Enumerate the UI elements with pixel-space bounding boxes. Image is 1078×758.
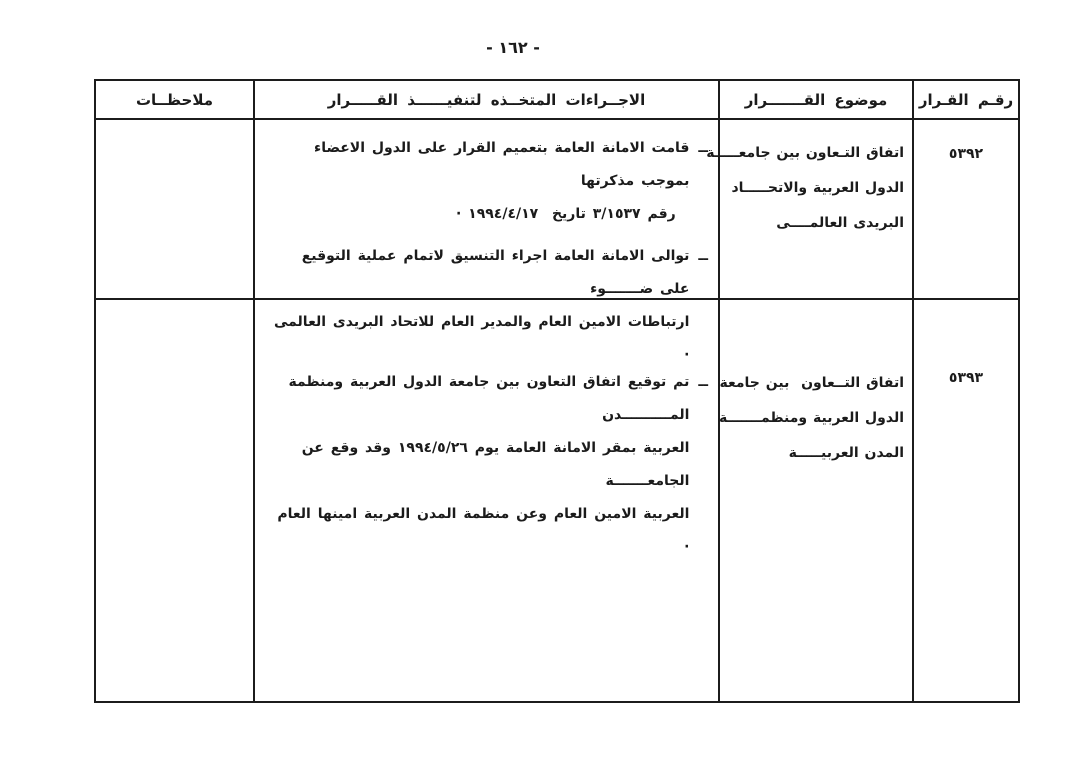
decision-notes-cell	[96, 300, 253, 701]
subject-line: الدول العربية والاتحـــــاد	[731, 180, 904, 196]
action-line: العربية الامين العام وعن منظمة المدن العربية امينها العام ·	[270, 506, 690, 555]
decision-actions-cell	[253, 120, 718, 363]
subject-line: الدول العربية ومنظمـــــــة	[719, 410, 904, 426]
subject-line: البريدى العالمــــى	[776, 215, 904, 231]
header-decision-number: رقـم القـرار	[912, 81, 1018, 120]
page-number: - ١٦٢ -	[486, 38, 540, 57]
action-line: توالى الامانة العامة اجراء التنسيق لاتمام عملية التوقيع على ضـــــــوء	[294, 248, 690, 297]
action-line: ارتباطات الامين العام والمدير العام للاتحاد البريدى العالمى ·	[267, 314, 690, 363]
action-line: تم توقيع اتفاق التعاون بين جامعة الدول العربية ومنظمة المــــــــــدن	[281, 374, 690, 423]
action-line: العربية بمقر الامانة العامة يوم ١٩٩٤/٥/٢٦ وقد وقع عن الجامعـــــــة	[294, 440, 690, 489]
action-text	[267, 366, 689, 564]
action-text	[267, 132, 689, 231]
decision-number-cell: ٥٣٩٢	[912, 120, 1018, 300]
header-notes: ملاحظــات	[96, 81, 253, 120]
decisions-table	[94, 79, 1020, 703]
action-line: قامت الامانة العامة بتعميم القرار على الدول الاعضاء بموجب مذكرتها	[307, 140, 690, 189]
decision-number-cell: ٥٣٩٣	[912, 300, 1018, 701]
header-subject: موضوع القـــــــرار	[718, 81, 912, 120]
decision-notes-cell	[96, 120, 253, 300]
subject-line: اتفاق التـعاون بين جامعـــــة	[706, 145, 904, 161]
bullet-dash-icon: ــ	[698, 374, 708, 390]
decision-subject-cell	[718, 300, 912, 701]
decision-actions-cell	[253, 300, 718, 701]
bullet-dash-icon: ــ	[698, 140, 708, 156]
header-actions: الاجــراءات المتخــذه لتنفيــــــذ القـــــرار	[253, 81, 718, 120]
action-item	[267, 366, 708, 564]
bullet-dash-icon: ــ	[698, 248, 708, 264]
subject-line: اتفاق التــعاون بين جامعة	[719, 375, 904, 391]
action-line: رقم ٣/١٥٣٧ تاريخ ١٩٩٤/٤/١٧ ·	[455, 206, 690, 222]
subject-line: المدن العربيـــــة	[788, 445, 904, 461]
decision-subject-cell	[706, 120, 912, 300]
action-item	[267, 132, 708, 231]
